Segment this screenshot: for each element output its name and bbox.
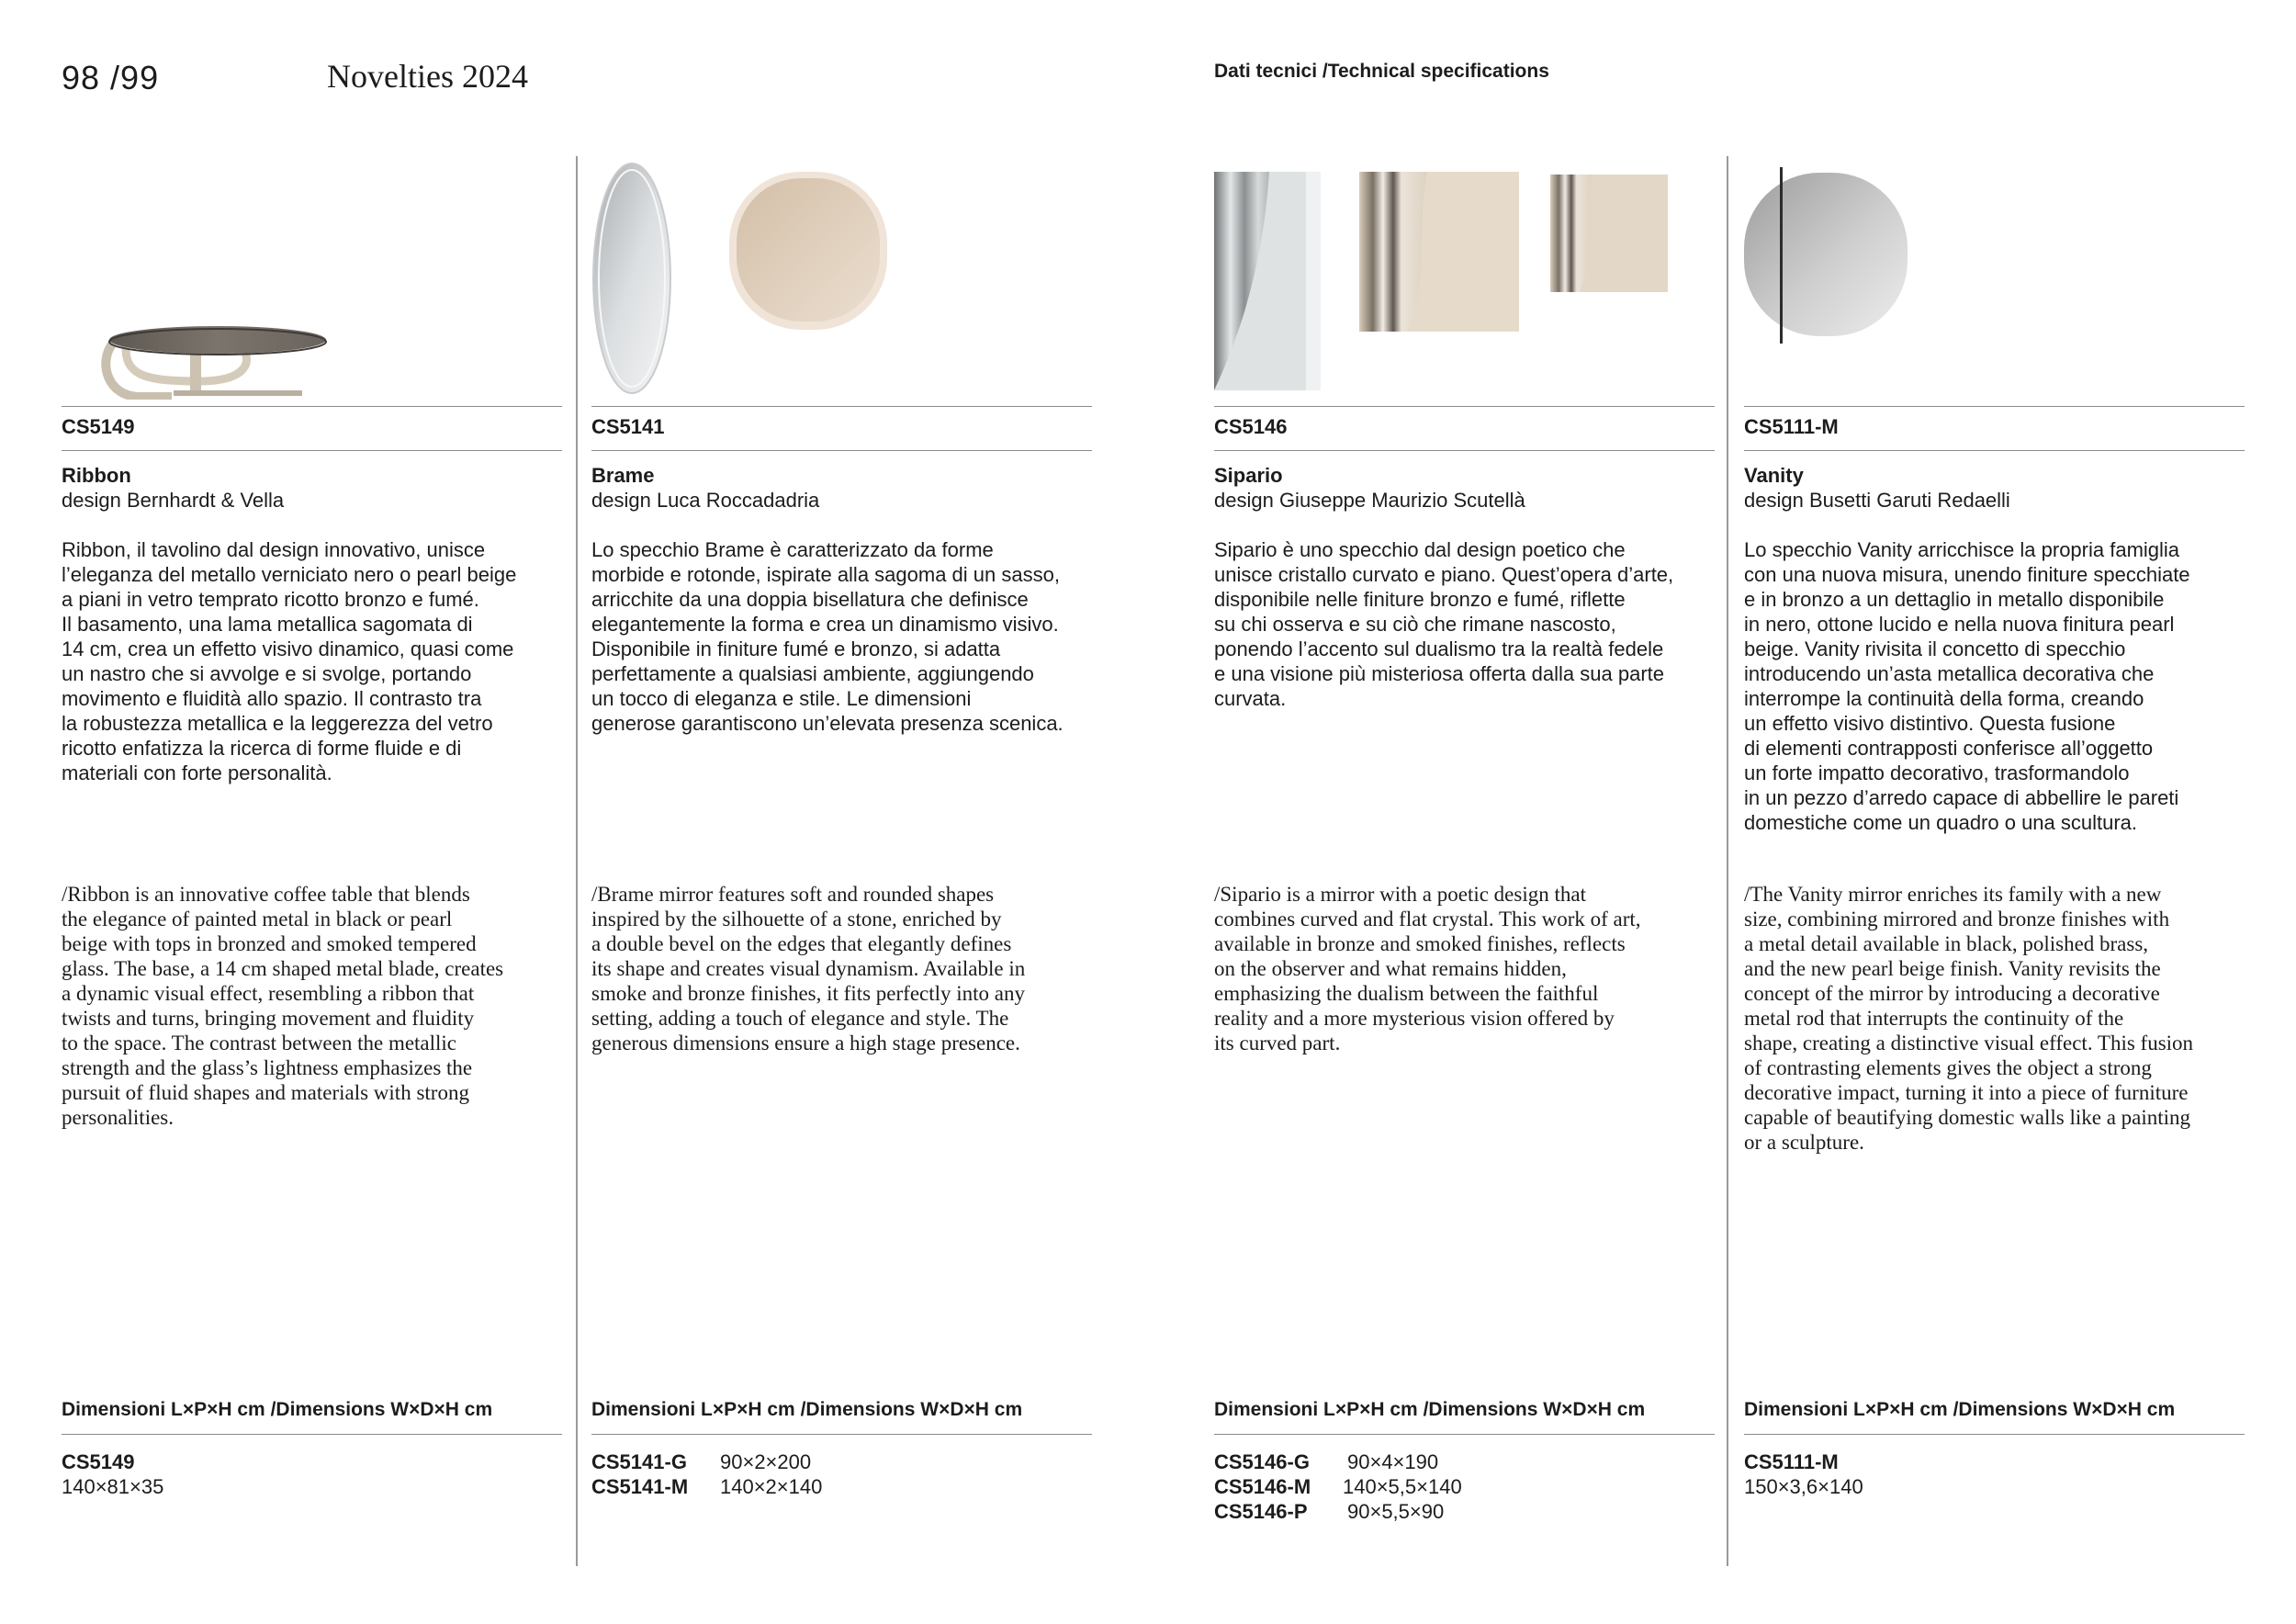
ribbon-table-image [62,156,562,400]
dimension-code: CS5146-P [1214,1500,1308,1523]
description-italian: Lo specchio Brame è caratterizzato da forme morbide e rotonde, ispirate alla sagoma di un sasso, arricchite da una doppia bisellatura che definisce elegantemente la forma e crea un dinamismo visivo. Disponibile in finiture fumé e bronzo, si adatta perfettamente a qualsiasi ambiente, aggiungendo un tocco di eleganza e stile. Le dimensioni generose garantiscono un’elevata presenza scenica. [591,538,1064,735]
dimension-value: 90×4×190 [1347,1450,1439,1473]
divider [1744,450,2245,451]
dimension-code: CS5149 [62,1450,135,1473]
product-designer: design Giuseppe Maurizio Scutellà [1214,489,1525,512]
catalog-title: Novelties 2024 [327,58,528,95]
description-english: /The Vanity mirror enriches its family with a new size, combining mirrored and bronze finishes with a metal detail available in black, polished brass, and the new pearl beige finish. Vanity revisits the concept of the mirror by introducing a decorative metal rod that interrupts the continuity of the shape, creating a distinctive visual effect. This fusion of contrasting elements gives the object a strong decorative impact, turning it into a piece of furniture capable of beautifying domestic walls like a painting or a sculpture. [1744,883,2194,1154]
product-name: Sipario [1214,464,1283,487]
divider [1214,450,1715,451]
section-title: Dati tecnici /Technical specifications [1214,61,1549,82]
product-name: Ribbon [62,464,131,487]
dimension-value: 140×5,5×140 [1343,1475,1462,1498]
dimension-row [591,1474,822,1499]
dimensions-list [1214,1449,1462,1524]
dimensions-list [1744,1449,1863,1499]
dimensions-label: Dimensioni L×P×H cm /Dimensions W×D×H cm [1214,1399,1646,1420]
dimension-value: 150×3,6×140 [1744,1475,1863,1498]
vanity-mirror-image [1744,156,2245,400]
product-column-sipario [1214,156,1715,1566]
product-code: CS5146 [1214,415,1288,438]
product-code: CS5141 [591,415,665,438]
product-code: CS5149 [62,415,135,438]
product-column-vanity [1744,156,2245,1566]
description-english: /Ribbon is an innovative coffee table that blends the elegance of painted metal in black or pearl beige with tops in bronzed and smoked tempered glass. The base, a 14 cm shaped metal blade, creates a dynamic visual effect, resembling a ribbon that twists and turns, bringing movement and fluidity to the space. The contrast between the metallic strength and the glass’s lightness emphasizes the pursuit of fluid shapes and materials with strong personalities. [62,883,504,1129]
description-italian: Lo specchio Vanity arricchisce la propria famiglia con una nuova misura, unendo finiture specchiate e in bronzo a un dettaglio in metallo disponibile in nero, ottone lucido e nella nuova finitura pearl beige. Vanity rivisita il concetto di specchio introducendo un’asta metallica decorativa che interrompe la continuità della forma, creando un effetto visivo distintivo. Questa fusione di elementi contrapposti conferisce all’oggetto un forte impatto decorativo, trasformandolo in un pezzo d’arredo capace di abbellire le pareti domestiche come un quadro o una scultura. [1744,538,2190,834]
dimensions-label: Dimensioni L×P×H cm /Dimensions W×D×H cm [1744,1399,2176,1420]
divider [62,406,562,407]
product-designer: design Busetti Garuti Redaelli [1744,489,2010,512]
divider [591,1434,1092,1435]
dimension-code: CS5141-M [591,1475,689,1498]
divider [591,406,1092,407]
dimension-row [1214,1449,1462,1474]
product-name: Vanity [1744,464,1804,487]
dimensions-label: Dimensioni L×P×H cm /Dimensions W×D×H cm [591,1399,1023,1420]
sipario-mirror-image [1214,156,1715,400]
product-designer: design Bernhardt & Vella [62,489,285,512]
brame-mirror-image [591,156,1092,400]
divider [1744,406,2245,407]
product-column-brame [591,156,1092,1566]
product-code: CS5111-M [1744,415,1839,438]
divider [62,1434,562,1435]
dimension-code: CS5146-G [1214,1450,1310,1473]
dimensions-label: Dimensioni L×P×H cm /Dimensions W×D×H cm [62,1399,493,1420]
dimension-code: CS5141-G [591,1450,687,1473]
column-divider [576,156,578,1566]
description-italian: Sipario è uno specchio dal design poetico che unisce cristallo curvato e piano. Quest’opera d’arte, disponibile nelle finiture bronzo e fumé, riflette su chi osserva e su ciò che rimane nascosto, ponendo l’accento sul dualismo tra la realtà fedele e una visione più misteriosa offerta dalla sua parte curvata. [1214,538,1674,710]
dimension-value: 90×2×200 [720,1450,812,1473]
divider [1214,1434,1715,1435]
product-name: Brame [591,464,655,487]
description-english: /Sipario is a mirror with a poetic design that combines curved and flat crystal. This work of art, available in bronze and smoked finishes, reflects on the observer and what remains hidden, emphasizing the dualism between the faithful reality and a more mysterious vision offered by its curved part. [1214,883,1641,1054]
dimensions-list [591,1449,822,1499]
dimension-row [1214,1474,1462,1499]
dimension-code: CS5146-M [1214,1475,1311,1498]
product-column-ribbon [62,156,562,1566]
dimensions-list [62,1449,163,1499]
page-numbers: 98 /99 [62,59,160,96]
dimension-code: CS5111-M [1744,1450,1839,1473]
product-designer: design Luca Roccadadria [591,489,820,512]
divider [1744,1434,2245,1435]
description-english: /Brame mirror features soft and rounded shapes inspired by the silhouette of a stone, enriched by a double bevel on the edges that elegantly defines its shape and creates visual dynamism. Available in smoke and bronze finishes, it fits perfectly into any setting, adding a touch of elegance and style. The generous dimensions ensure a high stage presence. [591,883,1026,1054]
dimension-value: 90×5,5×90 [1347,1500,1445,1523]
divider [62,450,562,451]
divider [591,450,1092,451]
dimension-value: 140×81×35 [62,1475,164,1498]
dimension-row [1214,1499,1462,1524]
dimension-row [591,1449,822,1474]
divider [1214,406,1715,407]
dimension-value: 140×2×140 [720,1475,823,1498]
column-divider [1727,156,1728,1566]
description-italian: Ribbon, il tavolino dal design innovativo, unisce l’eleganza del metallo verniciato nero o pearl beige a piani in vetro temprato ricotto bronzo e fumé. Il basamento, una lama metallica sagomata di 14 cm, crea un effetto visivo dinamico, quasi come un nastro che si avvolge e si svolge, portando movimento e fluidità allo spazio. Il contrasto tra la robustezza metallica e la leggerezza del vetro ricotto enfatizza la ricerca di forme fluide e di materiali con forte personalità. [62,538,517,784]
